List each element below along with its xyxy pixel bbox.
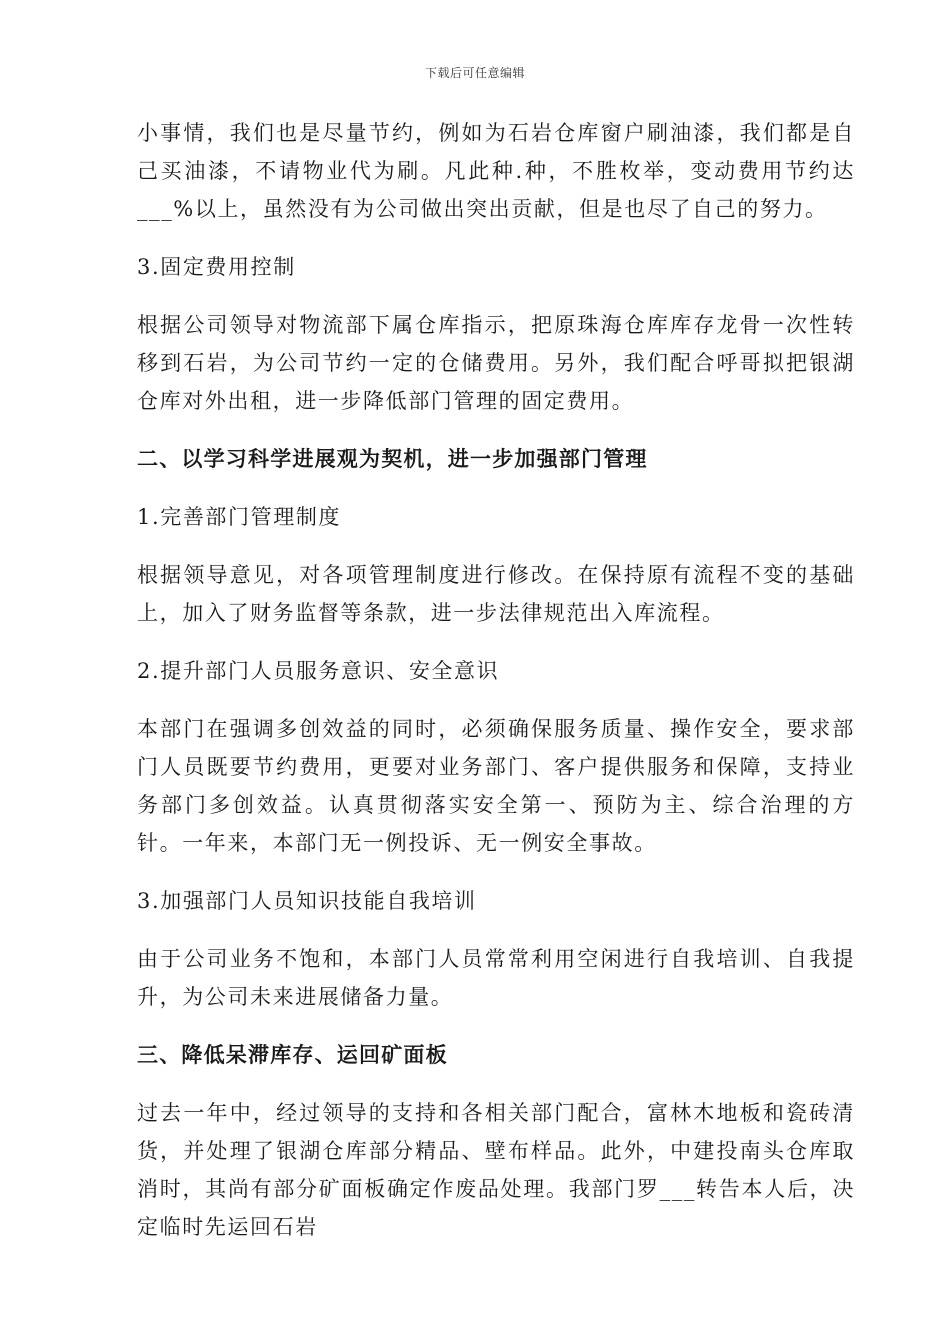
paragraph-fixed-cost: 根据公司领导对物流部下属仓库指示，把原珠海仓库库存龙骨一次性转移到石岩，为公司节约一定的仓储费用。另外，我们配合呼哥拟把银湖仓库对外出租，进一步降低部门管理的固定费用。	[137, 313, 855, 413]
paragraph-continued: 小事情，我们也是尽量节约，例如为石岩仓库窗户刷油漆，我们都是自己买油漆，不请物业代为刷。凡此种.种，不胜枚举，变动费用节约达___%以上，虽然没有为公司做出突出贡献，但是也尽了自己的努力。	[137, 121, 855, 221]
paragraph-service-safety: 本部门在强调多创效益的同时，必须确保服务质量、操作安全，要求部门人员既要节约费用，更要对业务部门、客户提供服务和保障，支持业务部门多创效益。认真贯彻落实安全第一、预防为主、综合治理的方针。一年来，本部门无一例投诉、无一例安全事故。	[137, 717, 855, 855]
subheading-service-safety: 2.提升部门人员服务意识、安全意识	[137, 659, 500, 683]
document-body	[137, 114, 855, 1266]
subheading-management-system: 1.完善部门管理制度	[137, 505, 342, 529]
paragraph-self-training: 由于公司业务不饱和，本部门人员常常利用空闲进行自我培训、自我提升，为公司未来进展储备力量。	[137, 947, 855, 1009]
subheading-fixed-cost: 3.固定费用控制	[137, 255, 296, 279]
paragraph-management-system: 根据领导意见，对各项管理制度进行修改。在保持原有流程不变的基础上，加入了财务监督等条款，进一步法律规范出入库流程。	[137, 563, 855, 625]
section-heading-3: 三、降低呆滞库存、运回矿面板	[137, 1043, 448, 1067]
section-heading-2: 二、以学习科学进展观为契机，进一步加强部门管理	[137, 447, 648, 471]
paragraph-inventory: 过去一年中，经过领导的支持和各相关部门配合，富林木地板和瓷砖清货，并处理了银湖仓库部分精品、壁布样品。此外，中建投南头仓库取消时，其尚有部分矿面板确定作废品处理。我部门罗___转告本人后，决定临时先运回石岩	[137, 1101, 855, 1239]
page-header: 下载后可任意编辑	[424, 66, 525, 80]
subheading-self-training: 3.加强部门人员知识技能自我培训	[137, 889, 477, 913]
